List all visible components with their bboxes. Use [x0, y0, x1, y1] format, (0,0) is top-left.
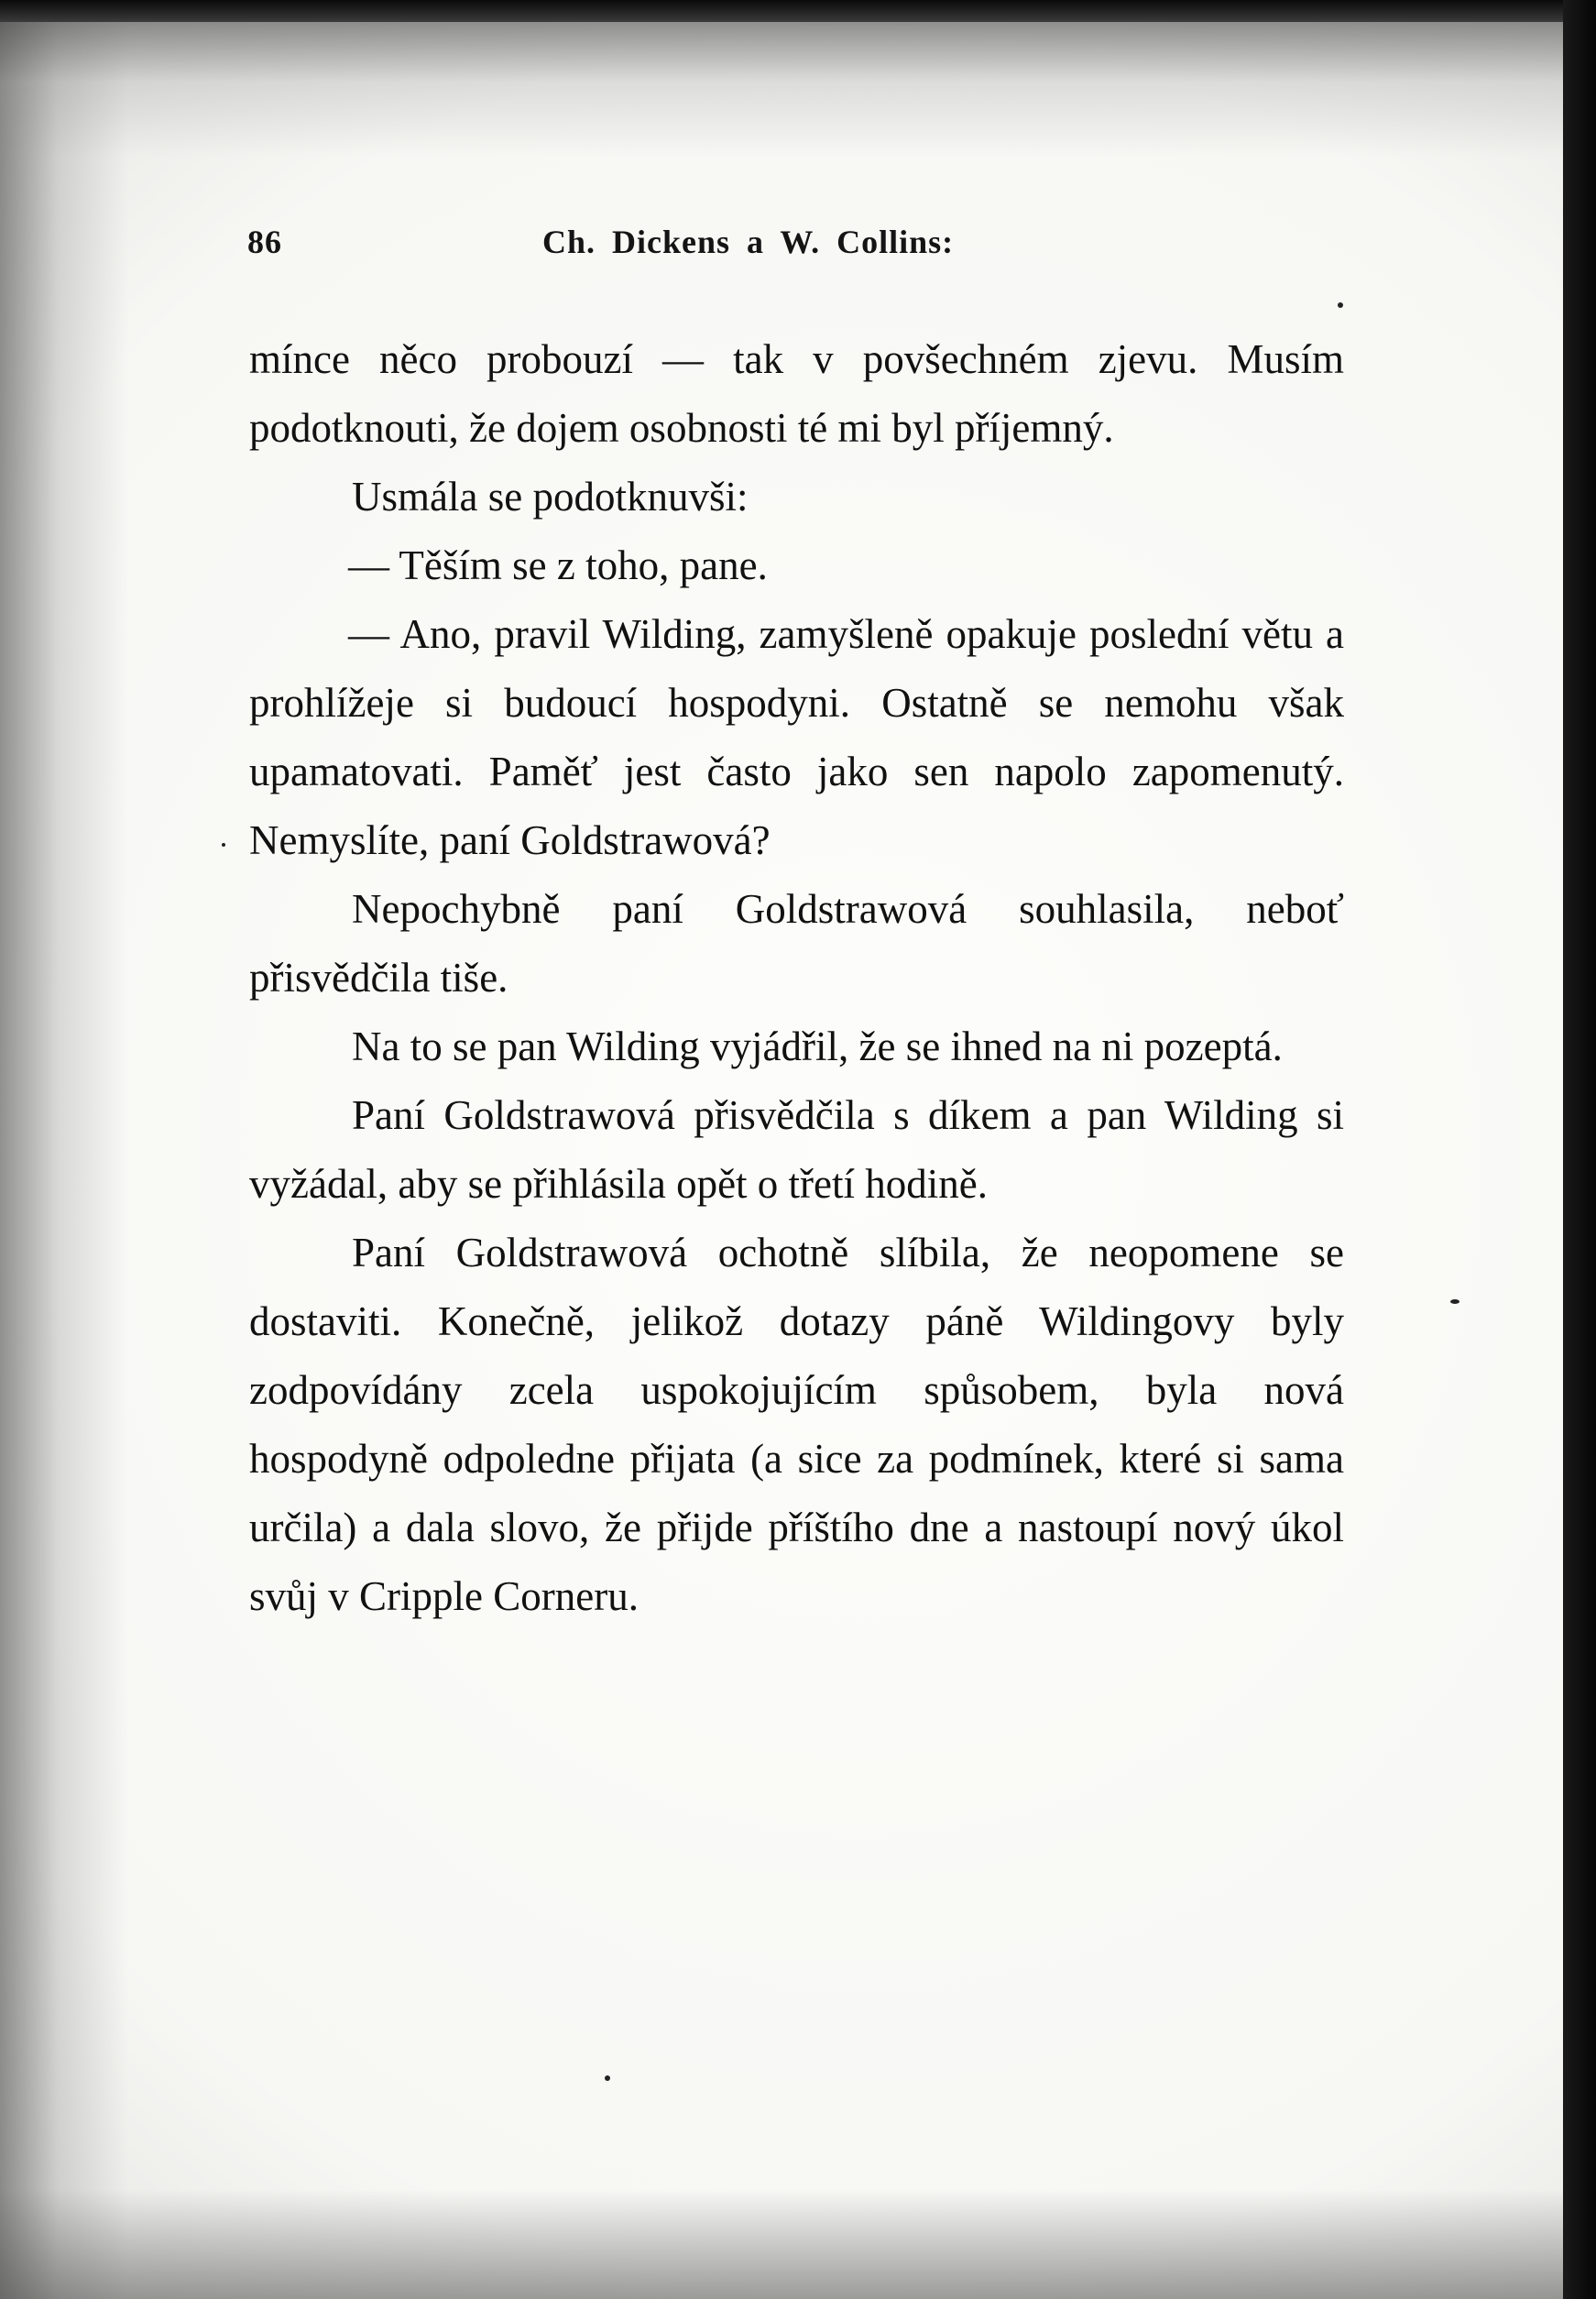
paragraph: Paní Goldstrawová přisvědčila s díkem a pan Wilding si vyžádal, aby se přihlásila opět o třetí hodině.: [249, 1092, 1344, 1207]
dialogue-line: — Ano, pravil Wilding, zamyšleně opakuje poslední větu a prohlížeje si budoucí hospodyni. Ostatně se nemohu však upamatovati. Paměť jest často jako sen napolo zapomenutý. Nemyslíte, paní Goldstrawová?: [249, 611, 1344, 863]
ink-speck: [222, 843, 225, 847]
ink-speck: [605, 2075, 610, 2081]
scan-border-right: [1563, 0, 1596, 2299]
paragraph: Na to se pan Wilding vyjádřil, že se ihned na ni pozeptá.: [352, 1024, 1283, 1069]
paragraph-continued: mínce něco probouzí — tak v povšechném zjevu. Musím podotknouti, že dojem osobnosti té mi byl příjemný.: [249, 336, 1344, 451]
ink-speck: [1450, 1299, 1459, 1304]
paragraph: Usmála se podotknuvši:: [352, 474, 749, 520]
paragraph: Nepochybně paní Goldstrawová souhlasila, neboť přisvědčila tiše.: [249, 886, 1344, 1001]
scan-shadow-bottom: [0, 2189, 1565, 2299]
page-number: 86: [247, 224, 282, 260]
scan-border-top: [0, 0, 1596, 22]
dialogue-line: — Těším se z toho, pane.: [348, 542, 768, 588]
page-header: [247, 223, 1356, 268]
paragraph: Paní Goldstrawová ochotně slíbila, že neopomene se dostaviti. Konečně, jelikož dotazy páně Wildingovy byly zodpovídány zcela uspokojujícím spůsobem, byla nová hospodyně odpoledne přijata (a sice za podmínek, které si sama určila) a dala slovo, že přijde příštího dne a nastoupí nový úkol svůj v Cripple Corneru.: [249, 1230, 1344, 1619]
ink-speck: [1338, 302, 1343, 308]
scan-shadow-left: [0, 20, 128, 2299]
scan-shadow-top: [0, 20, 1565, 158]
body-text: [249, 325, 1344, 1631]
running-head: Ch. Dickens a W. Collins:: [542, 224, 955, 260]
